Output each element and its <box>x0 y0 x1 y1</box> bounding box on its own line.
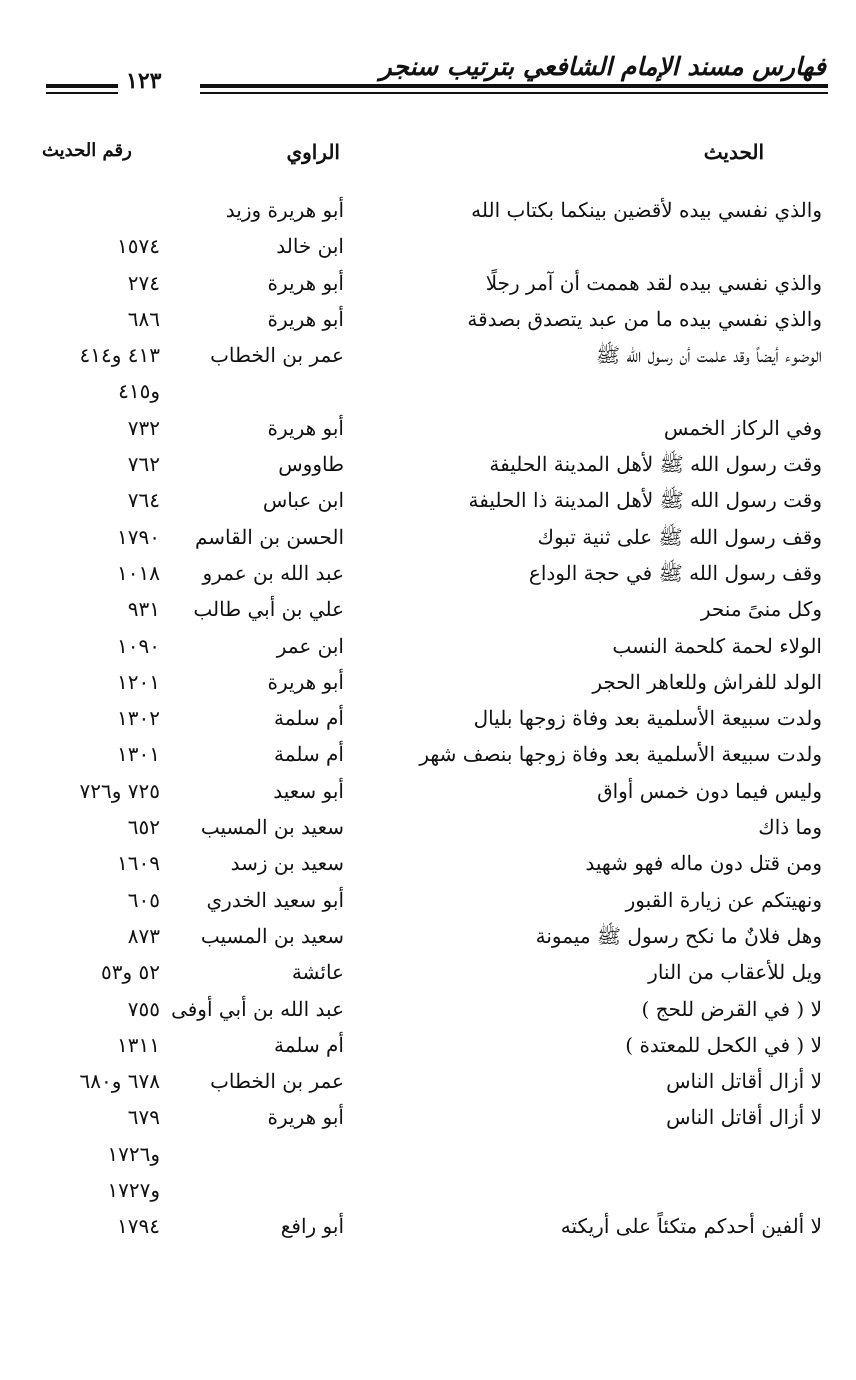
hadith-number: ٥٢ و٥٣ <box>101 960 160 985</box>
table-row <box>0 559 856 595</box>
column-heading-hadith: الحديث <box>703 140 764 164</box>
header-rule-left <box>46 84 118 95</box>
hadith-number: ١٧٩٤ <box>117 1214 160 1239</box>
hadith-number: ٦٠٥ <box>127 887 160 912</box>
table-row <box>0 232 856 268</box>
hadith-text: وقف رسول الله ﷺ على ثنية تبوك <box>537 524 822 549</box>
table-row <box>0 450 856 486</box>
hadith-text: وكل منىً منحر <box>700 597 822 622</box>
table-row <box>0 668 856 704</box>
narrator-name: ابن عمر <box>276 633 344 658</box>
header-rule-right <box>200 84 828 95</box>
hadith-number: ١٣١١ <box>117 1032 160 1057</box>
narrator-name: ابن خالد <box>276 234 344 259</box>
narrator-name: عبد الله بن أبي أوفى <box>171 996 344 1021</box>
narrator-name: عبد الله بن عمرو <box>202 560 344 585</box>
table-row <box>0 196 856 232</box>
narrator-name: أم سلمة <box>274 742 344 767</box>
hadith-number: ٧٢٥ و٧٢٦ <box>79 778 160 803</box>
hadith-number: ١٣٠١ <box>117 742 160 767</box>
table-row <box>0 1212 856 1248</box>
table-row <box>0 704 856 740</box>
hadith-number: ١٠٩٠ <box>117 633 160 658</box>
hadith-number: ٨٧٣ <box>127 923 160 948</box>
hadith-number: ٤١٣ و٤١٤ <box>79 343 160 368</box>
hadith-number: ١٣٠٢ <box>117 706 160 731</box>
hadith-text: وليس فيما دون خمس أواق <box>597 778 822 803</box>
hadith-text: والذي نفسي بيده لقد هممت أن آمر رجلًا <box>485 270 822 295</box>
table-row <box>0 341 856 377</box>
narrator-name: أبو هريرة وزيد <box>225 198 344 222</box>
hadith-number: ١٧٩٠ <box>117 524 160 549</box>
hadith-text: وفي الركاز الخمس <box>663 415 822 440</box>
narrator-name: أبو هريرة <box>267 669 344 694</box>
narrator-name: طاووس <box>278 452 344 477</box>
table-row <box>0 1103 856 1139</box>
narrator-name: أبو هريرة <box>267 270 344 295</box>
table-row <box>0 922 856 958</box>
narrator-name: عمر بن الخطاب <box>210 1069 344 1094</box>
hadith-number: ٦٥٢ <box>127 815 160 840</box>
narrator-name: عائشة <box>291 960 344 985</box>
table-row <box>0 632 856 668</box>
narrator-name: أبو سعيد الخدري <box>206 887 344 912</box>
table-row <box>0 269 856 305</box>
hadith-text: ويل للأعقاب من النار <box>648 960 822 985</box>
hadith-number: ١٠١٨ <box>117 560 160 585</box>
narrator-name: سعيد بن المسيب <box>200 923 344 948</box>
table-row <box>0 1140 856 1176</box>
hadith-text: ونهيتكم عن زيارة القبور <box>625 887 822 912</box>
hadith-number: ١٥٧٤ <box>117 234 160 259</box>
hadith-number: ٦٧٩ <box>127 1105 160 1130</box>
hadith-text: وقف رسول الله ﷺ في حجة الوداع <box>528 560 822 585</box>
index-table <box>0 196 856 1249</box>
table-row <box>0 377 856 413</box>
table-row <box>0 777 856 813</box>
hadith-number: ٧٦٢ <box>127 452 160 477</box>
hadith-text: لا ألفين أحدكم متكئاً على أريكته <box>560 1214 822 1239</box>
hadith-text: الولاء لحمة كلحمة النسب <box>612 633 822 658</box>
hadith-text: وقت رسول الله ﷺ لأهل المدينة ذا الحليفة <box>468 488 822 513</box>
hadith-text: لا أزال أقاتل الناس <box>666 1069 822 1094</box>
narrator-name: أبو هريرة <box>267 306 344 331</box>
narrator-name: علي بن أبي طالب <box>193 597 344 622</box>
narrator-name: الحسن بن القاسم <box>194 524 344 549</box>
table-row <box>0 995 856 1031</box>
narrator-name: سعيد بن زسد <box>230 851 344 876</box>
narrator-name: عمر بن الخطاب <box>210 343 344 368</box>
table-row <box>0 486 856 522</box>
hadith-number: و٤١٥ <box>118 379 160 404</box>
hadith-number: ٦٧٨ و٦٨٠ <box>79 1069 160 1094</box>
table-row <box>0 595 856 631</box>
hadith-number: ٦٨٦ <box>127 306 160 331</box>
hadith-text: والذي نفسي بيده لأقضين بينكما بكتاب الله <box>471 198 822 222</box>
hadith-text: لا ( في القرض للحج ) <box>641 996 822 1021</box>
table-row <box>0 886 856 922</box>
table-row <box>0 1176 856 1212</box>
hadith-text: ولدت سبيعة الأسلمية بعد وفاة زوجها بنصف شهر <box>419 742 822 767</box>
hadith-number: ١٢٠١ <box>117 669 160 694</box>
hadith-text: الوضوء أيضاً وقد علمت أن رسول الله ﷺ <box>595 343 822 368</box>
hadith-text: والذي نفسي بيده ما من عبد يتصدق بصدقة <box>467 306 822 331</box>
narrator-name: أبو سعيد <box>273 778 344 803</box>
running-header-title: فهارس مسند الإمام الشافعي بترتيب سنجر <box>379 52 826 81</box>
hadith-text: وقت رسول الله ﷺ لأهل المدينة الحليفة <box>489 452 822 477</box>
hadith-number: ٧٣٢ <box>127 415 160 440</box>
table-row <box>0 740 856 776</box>
column-heading-number: رقم الحديث <box>42 140 132 161</box>
hadith-number: و١٧٢٦ <box>107 1141 160 1166</box>
hadith-number: ٢٧٤ <box>127 270 160 295</box>
table-row <box>0 849 856 885</box>
table-row <box>0 1067 856 1103</box>
narrator-name: أبو هريرة <box>267 415 344 440</box>
table-row <box>0 305 856 341</box>
hadith-text: ومن قتل دون ماله فهو شهيد <box>585 851 822 876</box>
hadith-text: ولدت سبيعة الأسلمية بعد وفاة زوجها بليال <box>473 706 822 731</box>
column-heading-narrator: الراوي <box>286 140 340 164</box>
narrator-name: سعيد بن المسيب <box>200 815 344 840</box>
hadith-text: الولد للفراش وللعاهر الحجر <box>592 669 822 694</box>
narrator-name: ابن عباس <box>262 488 344 513</box>
table-row <box>0 414 856 450</box>
hadith-number: ٩٣١ <box>127 597 160 622</box>
hadith-text: وما ذاك <box>758 815 822 840</box>
hadith-text: وهل فلانٌ ما نكح رسول ﷺ ميمونة <box>535 923 822 948</box>
table-row <box>0 958 856 994</box>
table-row <box>0 813 856 849</box>
hadith-number: ٧٦٤ <box>127 488 160 513</box>
page-number: ١٢٣ <box>126 68 162 94</box>
narrator-name: أبو رافع <box>280 1214 344 1239</box>
narrator-name: أم سلمة <box>274 1032 344 1057</box>
hadith-text: لا ( في الكحل للمعتدة ) <box>625 1032 822 1057</box>
table-row <box>0 523 856 559</box>
hadith-text: لا أزال أقاتل الناس <box>666 1105 822 1130</box>
hadith-number: و١٧٢٧ <box>107 1178 160 1203</box>
hadith-number: ٧٥٥ <box>127 996 160 1021</box>
table-row <box>0 1031 856 1067</box>
narrator-name: أم سلمة <box>274 706 344 731</box>
narrator-name: أبو هريرة <box>267 1105 344 1130</box>
hadith-number: ١٦٠٩ <box>117 851 160 876</box>
